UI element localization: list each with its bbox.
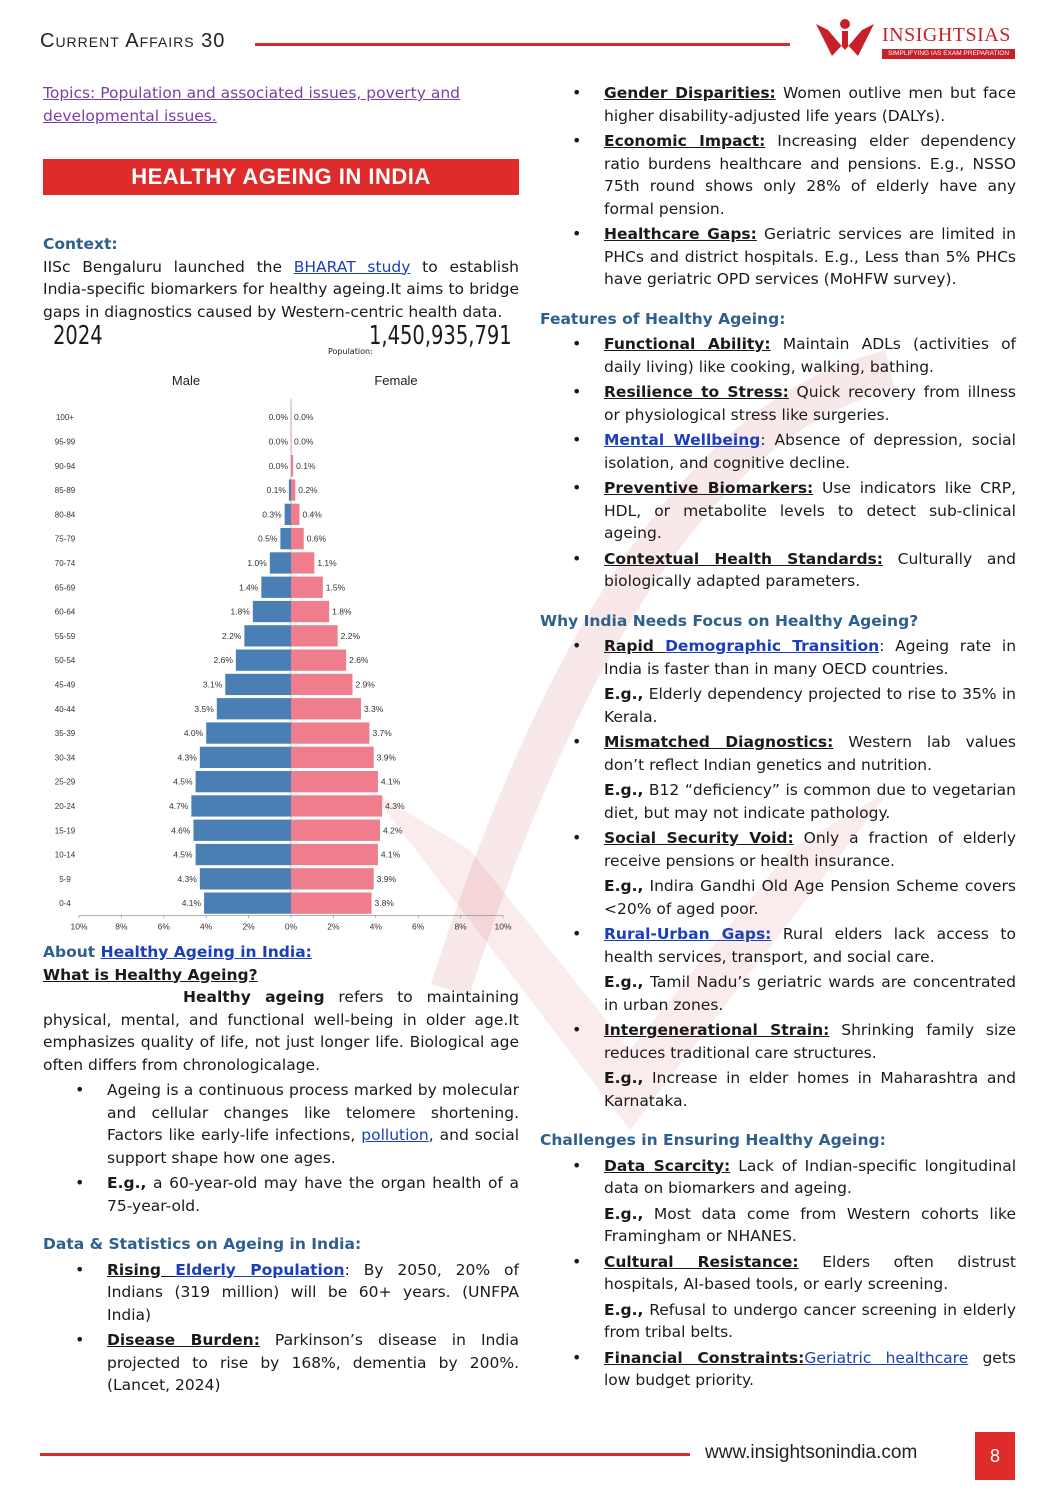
female-bar	[291, 625, 338, 646]
why-list-5	[540, 1019, 1016, 1064]
male-value-label: 0.0%	[268, 436, 288, 447]
x-tick-label: 0%	[284, 921, 298, 932]
age-group-label: 10-14	[54, 850, 76, 860]
x-tick-label: 4%	[200, 921, 213, 932]
why-list-2	[540, 731, 1016, 776]
female-bar	[291, 820, 380, 841]
female-value-label: 3.8%	[374, 898, 394, 909]
female-bar	[291, 795, 382, 816]
list-item: • Rural-Urban Gaps: Rural elders lack access to health services, transport, and social care.	[540, 923, 1016, 968]
male-bar	[225, 674, 291, 695]
age-group-label: 90-94	[54, 461, 76, 471]
context-heading: Context:	[43, 235, 118, 253]
male-value-label: 1.4%	[238, 582, 259, 593]
header-title: Current Affairs 30	[40, 30, 226, 52]
mental-wellbeing-link[interactable]: Mental Wellbeing	[604, 431, 761, 449]
male-value-label: 2.2%	[221, 630, 242, 641]
female-value-label: 3.9%	[376, 873, 397, 884]
left-column	[43, 82, 519, 1397]
female-value-label: 4.1%	[380, 776, 401, 787]
list-item: • Ageing is a continuous process marked by molecular and cellular changes like telomere shortening. Factors like early-life infections, pollution, and social support shape how one ages.	[43, 1079, 519, 1169]
chart-year: 2024	[53, 321, 103, 351]
list-item: • Economic Impact: Increasing elder dependency ratio burdens healthcare and pensions. E.g., NSSO 75th round shows only 28% of elderly have any formal pension.	[540, 130, 1016, 220]
male-bar	[204, 893, 291, 914]
example-text: E.g., Refusal to undergo cancer screening in elderly from tribal belts.	[604, 1300, 1016, 1341]
elderly-population-link[interactable]: Elderly Population	[175, 1260, 345, 1279]
logo-emblem-icon	[812, 14, 878, 68]
why-heading: Why India Needs Focus on Healthy Ageing?	[540, 611, 919, 630]
age-group-label: 0-4	[59, 899, 71, 909]
age-group-label: 35-39	[54, 729, 76, 739]
list-item: • Data Scarcity: Lack of Indian-specific longitudinal data on biomarkers and ageing.	[540, 1155, 1016, 1200]
female-bar	[291, 893, 372, 914]
features-heading: Features of Healthy Ageing:	[540, 309, 786, 328]
example-text: E.g., Tamil Nadu’s geriatric wards are concentrated in urban zones.	[604, 973, 1016, 1014]
list-item: • E.g., a 60-year-old may have the organ health of a 75-year-old.	[43, 1172, 519, 1217]
female-value-label: 0.2%	[298, 485, 318, 496]
female-bar	[291, 650, 346, 671]
male-value-label: 4.6%	[171, 825, 191, 836]
male-bar	[196, 844, 291, 865]
footer-divider	[40, 1453, 690, 1456]
list-item: • Mental Wellbeing: Absence of depression, social isolation, and cognitive decline.	[540, 429, 1016, 474]
male-bar	[193, 820, 291, 841]
bharat-study-link[interactable]: BHARAT study	[293, 257, 411, 276]
male-value-label: 3.1%	[202, 679, 223, 690]
age-group-label: 40-44	[54, 704, 76, 714]
footer-url-link[interactable]: www.insightsonindia.com	[705, 1442, 918, 1463]
female-value-label: 0.0%	[294, 412, 314, 423]
female-bar	[291, 844, 378, 865]
healthy-ageing-link[interactable]: Healthy Ageing in India:	[100, 943, 312, 961]
x-tick-label: 10%	[70, 921, 88, 932]
article-title-banner: HEALTHY AGEING IN INDIA	[43, 159, 519, 195]
legend-female: Female	[374, 373, 418, 388]
list-item: • Mismatched Diagnostics: Western lab values don’t reflect Indian genetics and nutrition.	[540, 731, 1016, 776]
rural-urban-gaps-link[interactable]: Rural-Urban Gaps:	[604, 925, 772, 943]
male-value-label: 4.3%	[177, 752, 197, 763]
geriatric-healthcare-link[interactable]: Geriatric healthcare	[804, 1348, 969, 1367]
about-heading: About Healthy Ageing in India:	[43, 943, 312, 961]
list-item: • Functional Ability: Maintain ADLs (activities of daily living) like cooking, walking, bathing.	[540, 333, 1016, 378]
female-value-label: 2.2%	[340, 630, 361, 641]
male-bar	[217, 698, 291, 719]
x-tick-label: 2%	[242, 921, 255, 932]
female-value-label: 3.7%	[372, 728, 392, 739]
population-label: Population:	[328, 347, 373, 356]
example-text: E.g., Elderly dependency projected to rise to 35% in Kerala.	[604, 685, 1016, 726]
x-tick-label: 8%	[454, 921, 467, 932]
age-group-label: 20-24	[54, 801, 76, 811]
list-item: • Gender Disparities: Women outlive men but face higher disability-adjusted life years (DALYs).	[540, 82, 1016, 127]
female-bar	[291, 504, 299, 525]
male-bar	[200, 868, 291, 889]
male-value-label: 4.1%	[181, 898, 202, 909]
female-bar	[291, 577, 323, 598]
male-bar	[191, 795, 291, 816]
population-value: 1,450,935,791	[369, 321, 512, 351]
challenges-list-2	[540, 1251, 1016, 1296]
male-value-label: 1.0%	[247, 557, 267, 568]
male-value-label: 2.6%	[213, 655, 233, 666]
stats-list	[43, 1259, 519, 1397]
female-bar	[291, 455, 293, 476]
male-value-label: 0.0%	[268, 412, 288, 423]
list-item: • Resilience to Stress: Quick recovery from illness or physiological stress like surgeries.	[540, 381, 1016, 426]
age-group-label: 65-69	[54, 583, 76, 593]
male-value-label: 0.1%	[266, 485, 286, 496]
pyramid-plot	[43, 355, 513, 935]
male-bar	[200, 747, 291, 768]
male-value-label: 0.5%	[258, 533, 278, 544]
age-group-label: 75-79	[54, 534, 76, 544]
age-group-label: 100+	[55, 413, 75, 423]
male-bar	[285, 504, 291, 525]
x-tick-label: 2%	[327, 921, 340, 932]
female-value-label: 3.9%	[376, 752, 397, 763]
age-group-label: 25-29	[54, 777, 76, 787]
female-bar	[291, 868, 374, 889]
pollution-link[interactable]: pollution	[361, 1126, 429, 1144]
female-value-label: 2.6%	[349, 655, 369, 666]
age-group-label: 85-89	[54, 486, 76, 496]
x-tick-label: 6%	[412, 921, 425, 932]
age-group-label: 80-84	[54, 510, 76, 520]
male-value-label: 3.5%	[194, 703, 214, 714]
male-bar	[196, 771, 291, 792]
male-bar	[253, 601, 291, 622]
age-group-label: 45-49	[54, 680, 76, 690]
list-item: • Rising Elderly Population: By 2050, 20% of Indians (319 million) will be 60+ years. (UNFPA India)	[43, 1259, 519, 1327]
list-item: • Healthcare Gaps: Geriatric services are limited in PHCs and district hospitals. E.g., Less than 5% PHCs have geriatric OPD services (MoHFW survey).	[540, 223, 1016, 291]
list-item: • Financial Constraints:Geriatric healthcare gets low budget priority.	[540, 1347, 1016, 1392]
female-value-label: 1.8%	[332, 606, 352, 617]
about-list	[43, 1079, 519, 1217]
logo	[812, 12, 1017, 68]
logo-tagline: SIMPLIFYING IAS EXAM PREPARATION	[882, 49, 1015, 59]
stats-list-continued	[540, 82, 1016, 291]
male-bar	[261, 577, 291, 598]
challenges-list	[540, 1155, 1016, 1200]
why-list-3	[540, 827, 1016, 872]
example-text: E.g., Indira Gandhi Old Age Pension Scheme covers <20% of aged poor.	[604, 877, 1016, 918]
stats-heading: Data & Statistics on Ageing in India:	[43, 1235, 362, 1253]
why-list	[540, 635, 1016, 680]
female-value-label: 0.0%	[294, 436, 314, 447]
x-tick-label: 4%	[369, 921, 382, 932]
logo-name: INSIGHTSIAS	[882, 24, 1011, 46]
male-value-label: 4.7%	[168, 800, 189, 811]
header-divider	[255, 43, 790, 46]
challenges-list-3	[540, 1347, 1016, 1392]
male-bar	[270, 552, 291, 573]
topics-link[interactable]: Topics: Population and associated issues, poverty and developmental issues.	[43, 84, 460, 125]
features-list	[540, 333, 1016, 593]
female-value-label: 4.2%	[383, 825, 403, 836]
male-bar	[244, 625, 291, 646]
male-bar	[206, 722, 291, 743]
list-item: • Preventive Biomarkers: Use indicators like CRP, HDL, or metabolite levels to detect sub-clinical ageing.	[540, 477, 1016, 545]
male-bar	[280, 528, 291, 549]
what-is-heading: What is Healthy Ageing?	[43, 965, 258, 984]
male-value-label: 4.5%	[173, 776, 193, 787]
female-bar	[291, 674, 352, 695]
list-item: • Cultural Resistance: Elders often distrust hospitals, AI-based tools, or early screening.	[540, 1251, 1016, 1296]
female-value-label: 3.3%	[363, 703, 384, 714]
age-group-label: 70-74	[54, 558, 76, 568]
list-item: • Intergenerational Strain: Shrinking family size reduces traditional care structures.	[540, 1019, 1016, 1064]
male-value-label: 0.3%	[262, 509, 282, 520]
male-value-label: 4.5%	[173, 849, 193, 860]
female-value-label: 2.9%	[355, 679, 375, 690]
male-value-label: 0.0%	[268, 460, 288, 471]
example-text: E.g., B12 “deficiency” is common due to vegetarian diet, but may not indicate pathology.	[604, 781, 1016, 822]
population-pyramid-chart	[43, 321, 513, 935]
female-value-label: 0.4%	[302, 509, 322, 520]
why-list-4	[540, 923, 1016, 968]
female-bar	[291, 747, 374, 768]
context-paragraph: IISc Bengaluru launched the BHARAT study to establish India-specific biomarkers for healthy ageing.It aims to bridge gaps in diagnostics caused by Western-centric health data.	[43, 257, 519, 321]
right-column	[540, 82, 1016, 1392]
age-group-label: 60-64	[54, 607, 76, 617]
female-bar	[291, 479, 295, 500]
list-item: • Rapid Demographic Transition: Ageing rate in India is faster than in many OECD countries.	[540, 635, 1016, 680]
list-item: • Social Security Void: Only a fraction of elderly receive pensions or health insurance.	[540, 827, 1016, 872]
age-group-label: 55-59	[54, 631, 76, 641]
example-text: E.g., Most data come from Western cohorts like Framingham or NHANES.	[604, 1204, 1016, 1245]
age-group-label: 5-9	[59, 874, 71, 884]
female-bar	[291, 722, 369, 743]
female-value-label: 0.6%	[306, 533, 327, 544]
age-group-label: 15-19	[54, 826, 76, 836]
female-bar	[291, 601, 329, 622]
male-value-label: 4.0%	[183, 728, 204, 739]
female-value-label: 0.1%	[296, 460, 316, 471]
age-group-label: 30-34	[54, 753, 76, 763]
x-tick-label: 8%	[115, 921, 128, 932]
x-tick-label: 6%	[157, 921, 170, 932]
list-item: • Contextual Health Standards: Culturally and biologically adapted parameters.	[540, 548, 1016, 593]
male-bar	[289, 479, 291, 500]
age-group-label: 95-99	[54, 437, 76, 447]
male-bar	[236, 650, 291, 671]
challenges-heading: Challenges in Ensuring Healthy Ageing:	[540, 1131, 886, 1149]
female-bar	[291, 698, 361, 719]
legend-male: Male	[171, 373, 201, 388]
page-number: 8	[975, 1432, 1015, 1480]
example-text: E.g., Increase in elder homes in Maharashtra and Karnataka.	[604, 1069, 1016, 1110]
list-item: • Disease Burden: Parkinson’s disease in India projected to rise by 168%, dementia by 200%. (Lancet, 2024)	[43, 1329, 519, 1397]
female-value-label: 4.1%	[380, 849, 401, 860]
female-value-label: 1.1%	[317, 557, 337, 568]
about-paragraph: Healthy ageing refers to maintaining physical, mental, and functional well-being in older age.It emphasizes quality of life, not just longer life. Biological age often differs from chronologicalage.	[43, 988, 519, 1074]
female-bar	[291, 771, 378, 792]
male-value-label: 1.8%	[230, 606, 250, 617]
female-value-label: 4.3%	[385, 800, 405, 811]
female-bar	[291, 552, 314, 573]
female-value-label: 1.5%	[325, 582, 346, 593]
age-group-label: 50-54	[54, 656, 76, 666]
x-tick-label: 10%	[494, 921, 512, 932]
demographic-transition-link[interactable]: Demographic Transition	[665, 637, 880, 655]
male-value-label: 4.3%	[177, 873, 197, 884]
female-bar	[291, 528, 304, 549]
